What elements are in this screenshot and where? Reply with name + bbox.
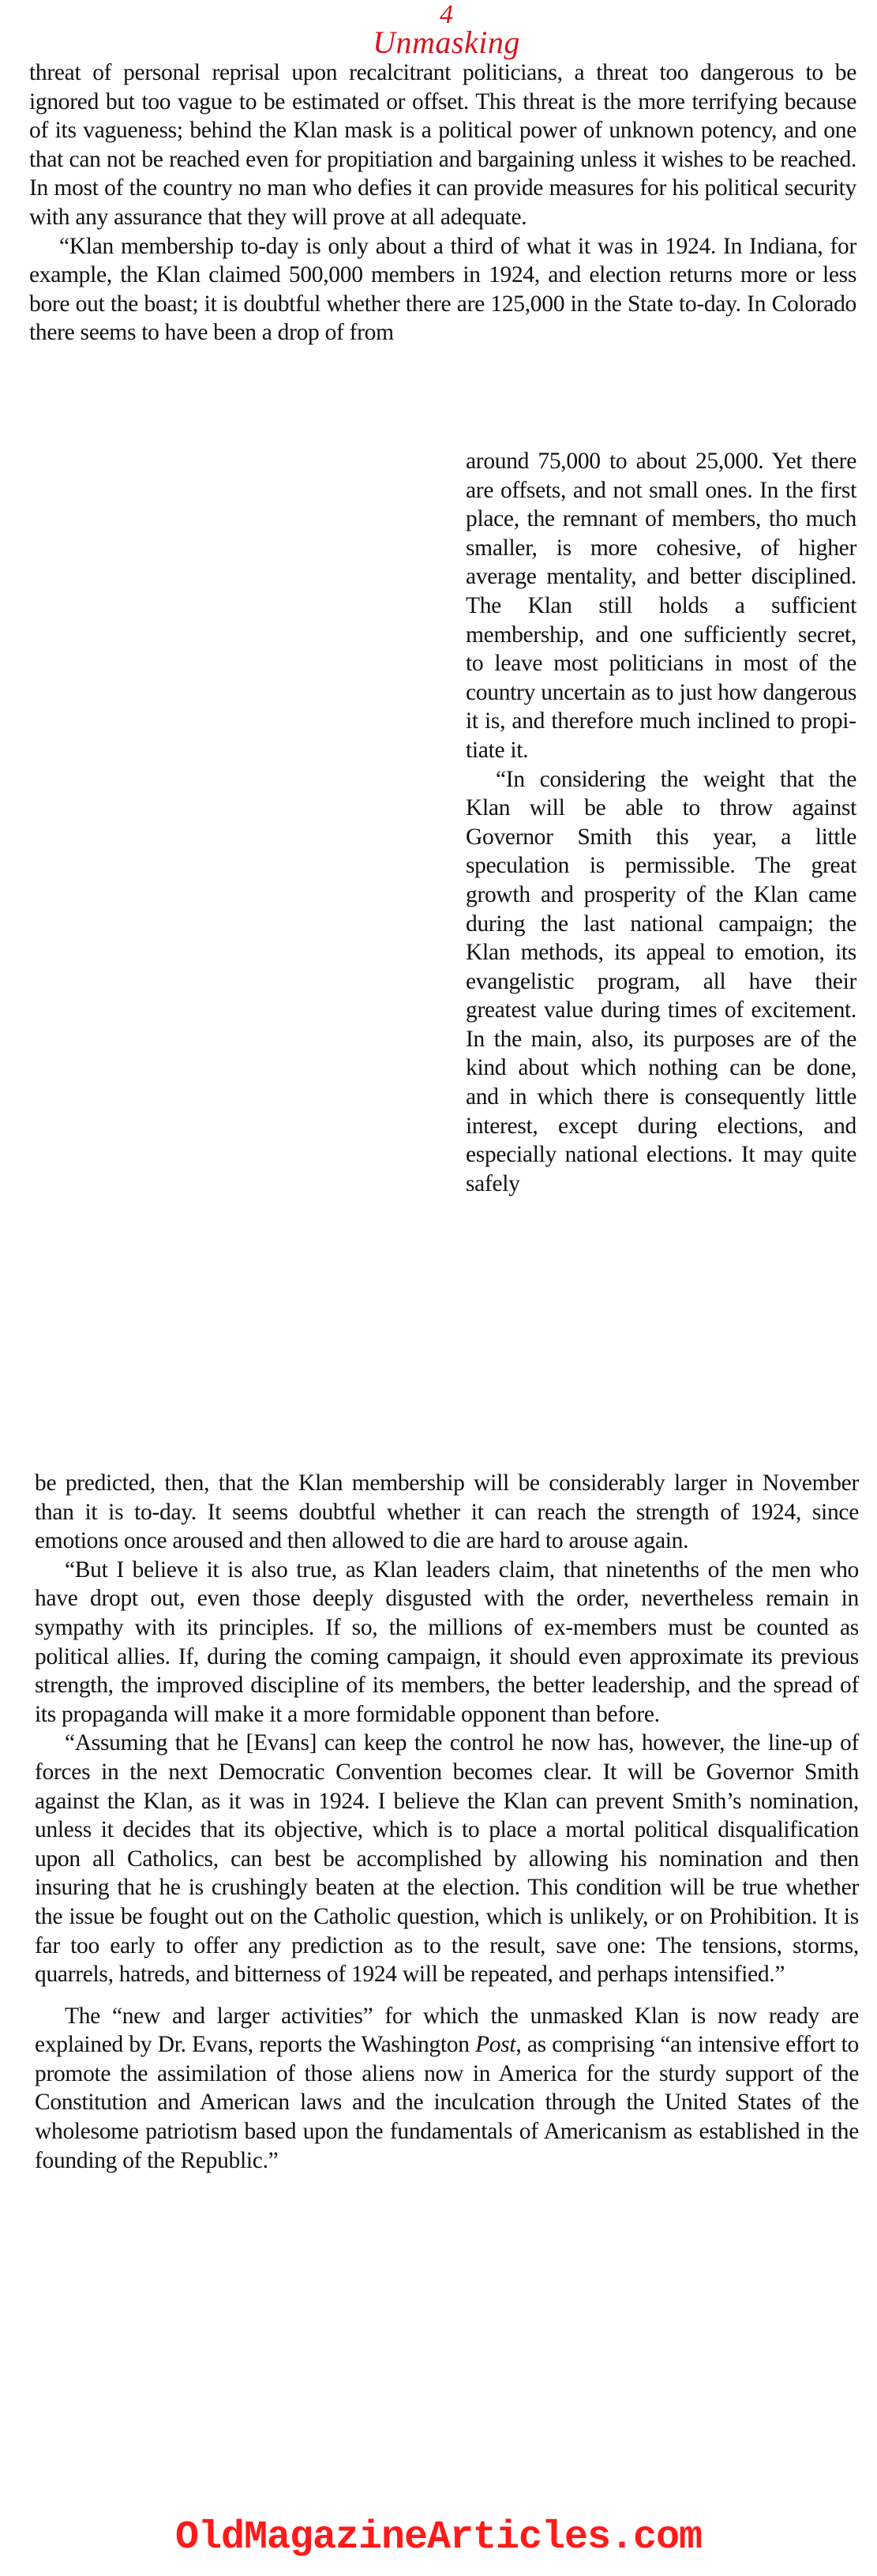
- page-number: 4: [440, 0, 453, 29]
- page-header: [0, 0, 877, 58]
- paragraph: be predicted, then, that the Klan membership will be considerably larger in November than it is to-day. It seems doubtful whether it can reach the strength of 1924, since emotions once aroused and then allowed to die are hard to arouse again.: [35, 1470, 859, 1554]
- closing-text-1: The “new and larger activities” for which the unmasked Klan is now ready are explained by Dr. Evans, reports the Washington: [35, 2003, 859, 2058]
- publication-name: Post: [475, 2032, 516, 2058]
- paragraph: “But I believe it is also true, as Klan leaders claim, that ninetenths of the men who have dropt out, even those deeply disgusted with the order, nevertheless remain in sympathy with its principles. If so, the millions of ex-members must be counted as political allies. If, during the coming campaign, it should even approximate its previous strength, the improved discipline of its members, the better leadership, and the spread of its propaganda will make it a more formidable opponent than before.: [35, 1556, 859, 1727]
- section-title: Unmasking: [373, 24, 520, 60]
- paragraph: threat of personal reprisal upon recalcitrant politicians, a threat too dangerous to be ignored but too vague to be estimated or offset. This threat is the more terrifying because of its vagueness; behind the Klan mask is a political power of unknown potency, and one that can not be reached even for propitiation and bargaining unless it wishes to be reached. In most of the country no man who defies it can provide measures for his political security with any assurance that they will prove at all adequate.: [29, 60, 856, 230]
- paragraph: “In considering the weight that the Klan will be able to throw against Governor Smith this year, a little speculation is permissible. The great growth and prosperity of the Klan came during the last national campaign; the Klan methods, its appeal to emotion, its evangelistic program, all have their greatest value during times of excitement. In the main, also, its purposes are of the kind about which nothing can be done, and in which there is consequently little interest, except during elections, and especially national elections. It may quite safely: [466, 766, 856, 1196]
- article-narrow-column: [466, 447, 856, 1198]
- article-top-block: [29, 58, 856, 347]
- paragraph: around 75,000 to about 25,000. Yet there are offsets, and not small ones. In the first place, the remnant of members, tho much smaller, is more cohesive, of higher average mentality, and better disciplined. The Klan still holds a sufficient membership, and one sufficiently secret, to leave most politicians in most of the country uncertain as to just how dangerous it is, and therefore much inclined to propitiate it.: [466, 449, 856, 763]
- paragraph: “Klan membership to-day is only about a third of what it was in 1924. In Indiana, for example, the Klan claimed 500,000 members in 1924, and election returns more or less bore out the boast; it is doubtful whether there are 125,000 in the State to-day. In Colorado there seems to have been a drop of from: [29, 233, 856, 346]
- closing-text-2: , as comprising “an intensive effort to promote the assimilation of those aliens now in America for the sturdy support of the Constitution and American laws and the inculcation through the United States of the wholesome patriotism based upon the fundamentals of Americanism as established in the founding of the Republic.”: [35, 2032, 859, 2173]
- closing-paragraph: [35, 2002, 859, 2176]
- paragraph-gap: [35, 1989, 859, 2002]
- paragraph: “Assuming that he [Evans] can keep the control he now has, however, the line-up of forces in the next Democratic Convention becomes clear. It will be Governor Smith against the Klan, as it was in 1924. I believe the Klan can prevent Smith’s nomination, unless it decides that its objective, which is to place a mortal political disqualification upon all Catholics, can best be accomplished by allowing his nomination and then insuring that he is crushingly beaten at the election. This condition will be true whether the issue be fought out on the Catholic question, which is unlikely, or on Prohibition. It is far too early to offer any prediction as to the result, save one: The tensions, storms, quarrels, hatreds, and bitterness of 1924 will be repeated, and perhaps intensified.”: [35, 1730, 859, 1988]
- article-bottom-block: [35, 1469, 859, 2175]
- watermark-link[interactable]: OldMagazineArticles.com: [174, 2515, 703, 2560]
